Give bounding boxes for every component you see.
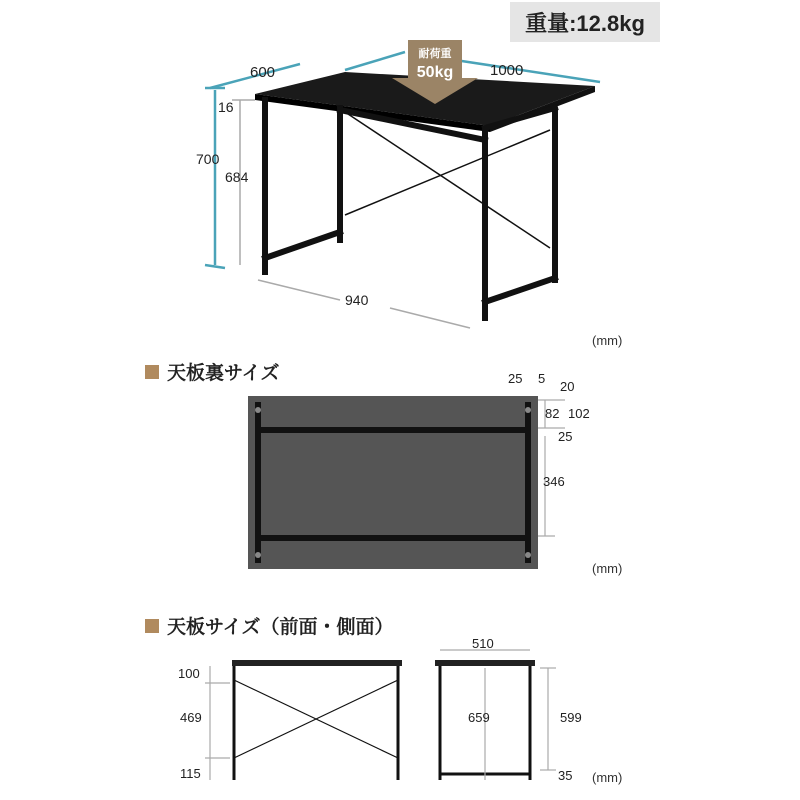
svg-text:25: 25 <box>508 371 523 386</box>
svg-text:600: 600 <box>250 64 276 81</box>
front-view <box>232 660 402 780</box>
svg-text:700: 700 <box>196 151 220 167</box>
svg-text:940: 940 <box>345 292 369 308</box>
svg-text:346: 346 <box>543 474 565 489</box>
svg-text:510: 510 <box>472 636 494 651</box>
svg-text:1000: 1000 <box>490 62 524 79</box>
weight-badge: 重量:12.8kg <box>510 2 660 42</box>
svg-text:25: 25 <box>558 429 573 444</box>
desk-frame <box>265 100 555 318</box>
svg-text:469: 469 <box>180 710 202 725</box>
svg-text:102: 102 <box>568 406 590 421</box>
unit-label-3: (mm) <box>592 770 623 785</box>
underside-board <box>248 396 538 569</box>
unit-label-2: (mm) <box>592 561 623 576</box>
svg-text:5: 5 <box>538 371 546 386</box>
section-marker-icon <box>145 365 159 379</box>
section-title-underside: 天板裏サイズ <box>145 358 279 385</box>
svg-text:20: 20 <box>560 379 575 394</box>
svg-text:100: 100 <box>178 666 200 681</box>
section-marker-icon <box>145 619 159 633</box>
svg-text:耐荷重: 耐荷重 <box>418 48 452 60</box>
svg-text:16: 16 <box>218 99 234 115</box>
svg-text:684: 684 <box>225 169 249 185</box>
svg-text:50kg: 50kg <box>416 64 454 81</box>
unit-label-1: (mm) <box>592 333 623 348</box>
svg-text:82: 82 <box>545 406 560 421</box>
svg-text:599: 599 <box>560 710 582 725</box>
svg-text:115: 115 <box>180 766 201 781</box>
svg-text:659: 659 <box>468 710 490 725</box>
svg-text:35: 35 <box>558 768 573 783</box>
section-title-front-side: 天板サイズ（前面・側面） <box>145 612 393 639</box>
